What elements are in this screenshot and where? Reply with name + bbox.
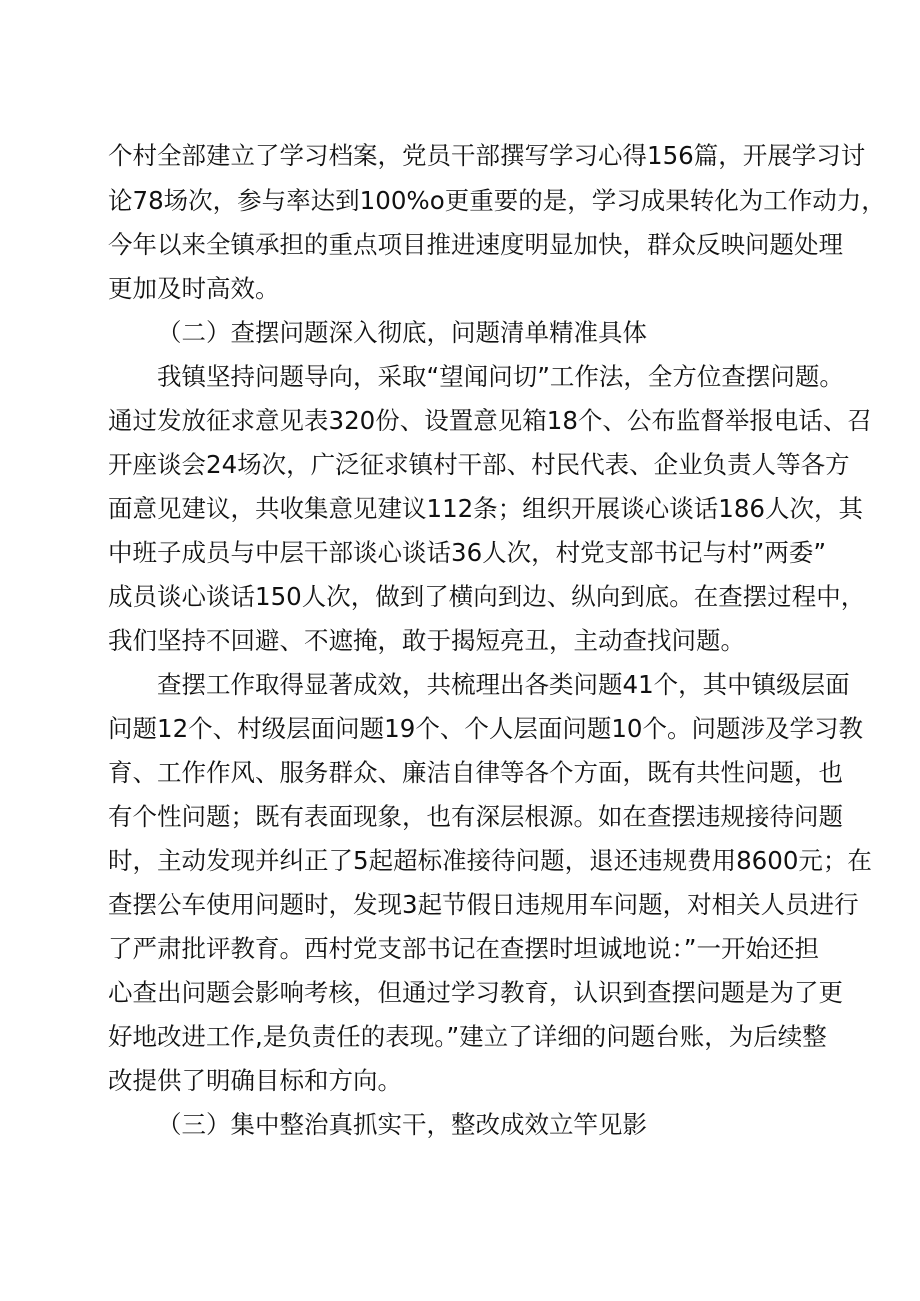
body-line-4: 更加及时高效。 — [108, 274, 280, 303]
body-line-3: 今年以来全镇承担的重点项目推进速度明显加快，群众反映问题处理 — [108, 230, 843, 259]
paragraph-2-line-6: 成员谈心谈话150人次，做到了横向到边、纵向到底。在查摆过程中， — [108, 582, 866, 611]
paragraph-3-line-2: 问题12个、村级层面问题19个、个人层面问题10个。问题涉及学习教 — [108, 714, 864, 743]
paragraph-3-line-4: 有个性问题；既有表面现象，也有深层根源。如在查摆违规接待问题 — [108, 802, 843, 831]
paragraph-2-line-5: 中班子成员与中层干部谈心谈话36人次，村党支部书记与村”两委” — [108, 538, 827, 567]
body-line-2: 论78场次，参与率达到100%o更重要的是，学习成果转化为工作动力， — [108, 186, 886, 215]
paragraph-3-line-3: 育、工作作风、服务群众、廉洁自律等各个方面，既有共性问题，也 — [108, 758, 843, 787]
paragraph-3-line-10: 改提供了明确目标和方向。 — [108, 1066, 402, 1095]
paragraph-3-line-6: 查摆公车使用问题时，发现3起节假日违规用车问题，对相关人员进行 — [108, 890, 859, 919]
paragraph-2-line-7: 我们坚持不回避、不遮掩，敢于揭短亮丑，主动查找问题。 — [108, 626, 745, 655]
paragraph-3-line-9: 好地改进工作,是负责任的表现。”建立了详细的问题台账，为后续整 — [108, 1022, 827, 1051]
paragraph-2-line-3: 开座谈会24场次，广泛征求镇村干部、村民代表、企业负责人等各方 — [108, 450, 850, 479]
section-heading-3: （三）集中整治真抓实干，整改成效立竿见影 — [157, 1110, 647, 1139]
paragraph-2-line-2: 通过发放征求意见表320份、设置意见箱18个、公布监督举报电话、召 — [108, 406, 872, 435]
paragraph-3-line-1: 查摆工作取得显著成效，共梳理出各类问题41个，其中镇级层面 — [157, 670, 850, 699]
paragraph-3-line-8: 心查出问题会影响考核，但通过学习教育，认识到查摆问题是为了更 — [108, 978, 843, 1007]
body-line-1: 个村全部建立了学习档案，党员干部撰写学习心得156篇，开展学习讨 — [108, 141, 866, 170]
paragraph-3-line-5: 时，主动发现并纠正了5起超标准接待问题，退还违规费用8600元；在 — [108, 846, 872, 875]
paragraph-2-line-4: 面意见建议，共收集意见建议112条；组织开展谈心谈话186人次，其 — [108, 494, 864, 523]
paragraph-2-line-1: 我镇坚持问题导向，采取“望闻问切”工作法，全方位查摆问题。 — [157, 362, 844, 391]
paragraph-3-line-7: 了严肃批评教育。西村党支部书记在查摆时坦诚地说：”一开始还担 — [108, 934, 819, 963]
section-heading-2: （二）查摆问题深入彻底，问题清单精准具体 — [157, 318, 647, 347]
